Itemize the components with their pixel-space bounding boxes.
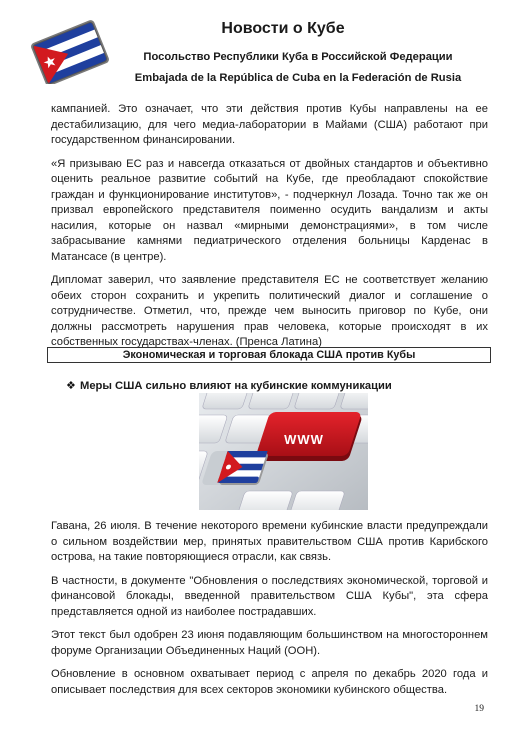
embassy-name-ru: Посольство Республики Куба в Российской Федерации	[143, 51, 453, 63]
article-body	[51, 519, 488, 698]
paragraph: В частности, в документе "Обновления о последствиях экономической, торговой и финансовой блокады, введенной правительством США Кубы", эта сфера представляется одной из наиболее пострадавших.	[51, 574, 488, 618]
diamond-bullet-icon: ❖	[66, 380, 76, 392]
paragraph: «Я призываю ЕС раз и навсегда отказаться от двойных стандартов и объективно оценить реальное развитие событий на Кубе, где преобладают спокойствие граждан и функционирование институтов», - подчеркнул Лозада. Точно так же он призвал европейского представителя поименно осудить вандализм и акты насилия, которые он назвал «мирными демонстрациями», в том числе забрасывание камнями педиатрического отделения больницы Карденас в Матансасе (в центре).	[51, 157, 488, 263]
paragraph: Гавана, 26 июля. В течение некоторого времени кубинские власти предупреждали о сильном воздействии мер, принятых правительством США против Карибского острова, на такие повторяющиеся отрасли, как связь.	[51, 520, 488, 563]
keyboard-illustration	[199, 393, 368, 510]
www-key-text: WWW	[284, 432, 324, 447]
embassy-name-es: Embajada de la República de Cuba en la Federación de Rusia	[134, 72, 462, 84]
page-number: 19	[474, 704, 484, 714]
paragraph: Обновление в основном охватывает период с апреля по декабрь 2020 года и описывает последствия для всех секторов экономики кубинского общества.	[51, 668, 488, 696]
page-title: Новости о Кубе	[221, 20, 345, 37]
paragraph: кампанией. Это означает, что эти действия против Кубы направлены на ее дестабилизацию, для чего медиа-лаборатории в Майами (США) работают при государственном финансировании.	[51, 103, 488, 146]
paragraph: Этот текст был одобрен 23 июня подавляющим большинством на многостороннем форуме Организации Объединенных Наций (ООН).	[51, 629, 488, 657]
article-continued	[51, 102, 488, 351]
paragraph: Дипломат заверил, что заявление представителя ЕС не соответствует желанию обеих сторон сохранить и укрепить политический диалог и соглашение о сотрудничестве. Отметил, что, прежде чем выносить приговор по Кубе, они должны рассмотреть нарушения прав человека, которые происходят в их собственных государствах-членах. (Пренса Латина)	[51, 274, 488, 348]
article-heading-text: Меры США сильно влияют на кубинские коммуникации	[80, 380, 392, 392]
article-heading	[66, 379, 392, 392]
section-heading: Экономическая и торговая блокада США против Кубы	[47, 347, 491, 363]
